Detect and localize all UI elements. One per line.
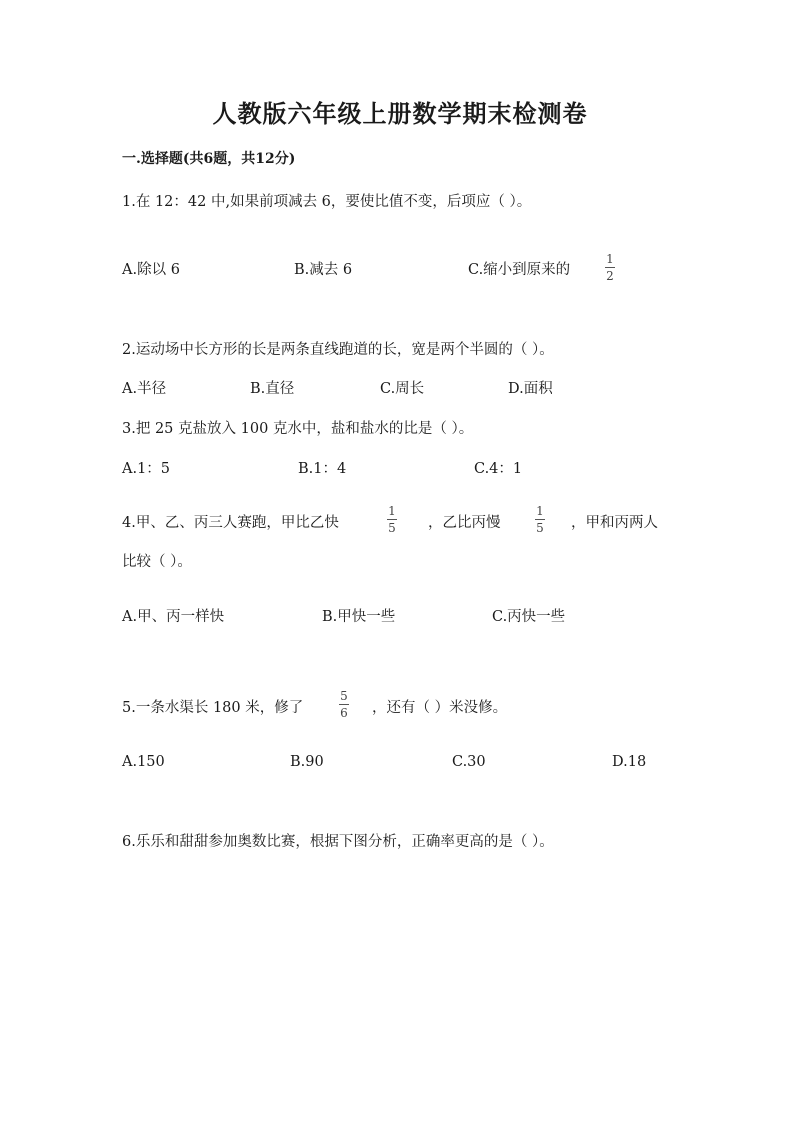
question-3-option-b: B.1：4 bbox=[298, 461, 347, 477]
fraction-numerator: 1 bbox=[536, 504, 544, 518]
fraction-bar bbox=[535, 519, 545, 520]
question-5-text-part2: ，还有（ ）米没修。 bbox=[372, 700, 508, 716]
fraction-denominator: 6 bbox=[340, 706, 348, 720]
question-1-text: 1.在 12：42 中,如果前项减去 6，要使比值不变，后项应（ ）。 bbox=[122, 194, 532, 210]
question-4-option-c: C.丙快一些 bbox=[492, 609, 566, 625]
fraction-denominator: 5 bbox=[388, 521, 396, 535]
question-5-option-c: C.30 bbox=[452, 754, 486, 770]
question-4-text-part3: ，甲和丙两人 bbox=[571, 515, 658, 531]
fraction-numerator: 1 bbox=[388, 504, 396, 518]
fraction-bar bbox=[387, 519, 397, 520]
question-5-text-part1: 5.一条水渠长 180 米，修了 bbox=[122, 700, 304, 716]
question-1-fraction bbox=[605, 253, 615, 282]
question-5-option-b: B.90 bbox=[290, 754, 324, 770]
question-3-option-c: C.4：1 bbox=[474, 461, 523, 477]
fraction-bar bbox=[605, 267, 615, 268]
question-3-option-a: A.1：5 bbox=[122, 461, 171, 477]
fraction-numerator: 5 bbox=[340, 689, 348, 703]
question-1-option-a: A.除以 6 bbox=[122, 262, 180, 278]
question-2-option-c: C.周长 bbox=[380, 381, 425, 397]
question-5-option-d: D.18 bbox=[612, 754, 647, 770]
question-2-option-a: A.半径 bbox=[122, 381, 167, 397]
question-5-fraction bbox=[339, 690, 349, 719]
question-4-fraction-2 bbox=[535, 505, 545, 534]
question-5-option-a: A.150 bbox=[122, 754, 165, 770]
question-4-option-b: B.甲快一些 bbox=[322, 609, 396, 625]
section-heading: 一.选择题(共6题，共12分) bbox=[122, 151, 296, 167]
question-4-text-part2: ，乙比丙慢 bbox=[428, 515, 501, 531]
question-1-option-b: B.减去 6 bbox=[294, 262, 353, 278]
page-title: 人教版六年级上册数学期末检测卷 bbox=[212, 99, 588, 128]
fraction-denominator: 2 bbox=[606, 269, 614, 283]
question-2-option-d: D.面积 bbox=[508, 381, 553, 397]
question-2-text: 2.运动场中长方形的长是两条直线跑道的长，宽是两个半圆的（ ）。 bbox=[122, 342, 554, 358]
question-4-option-a: A.甲、丙一样快 bbox=[122, 609, 225, 625]
question-1-option-c: C.缩小到原来的 bbox=[468, 262, 571, 278]
question-4-text-line2: 比较（ ）。 bbox=[122, 554, 192, 570]
question-4-text-part1: 4.甲、乙、丙三人赛跑，甲比乙快 bbox=[122, 515, 339, 531]
question-2-option-b: B.直径 bbox=[250, 381, 295, 397]
question-3-text: 3.把 25 克盐放入 100 克水中，盐和盐水的比是（ ）。 bbox=[122, 421, 474, 437]
question-4-fraction-1 bbox=[387, 505, 397, 534]
fraction-numerator: 1 bbox=[606, 252, 614, 266]
fraction-bar bbox=[339, 704, 349, 705]
question-6-text: 6.乐乐和甜甜参加奥数比赛，根据下图分析，正确率更高的是（ ）。 bbox=[122, 834, 554, 850]
fraction-denominator: 5 bbox=[536, 521, 544, 535]
